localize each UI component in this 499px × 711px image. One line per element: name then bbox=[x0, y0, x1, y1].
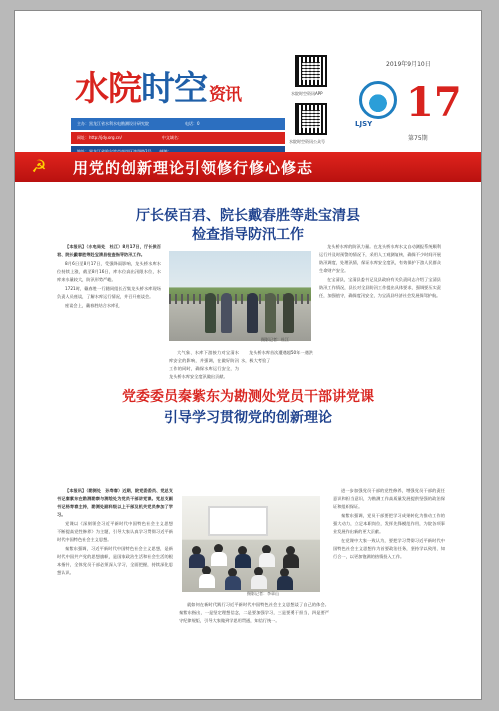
article1-paragraph: 龙头桥水库的防汛力量。在龙头桥水库水文自动测报系统顺利运行并及时预警的情况下，采用人工观测复核，确保不少时间开展防汛调度，处理汛情，保证水库安全度汛，有效保护下游人民群众生命财产安全。 bbox=[319, 244, 441, 273]
article1-paragraph: 【本报讯】（水电局处 杜江）8月17日，厅长侯百君、院长戴春胜等赴宝清县检查指导防汛工作。 bbox=[57, 244, 161, 257]
info-bar-website: 网址：http://jdy.org.cn/ 中文域名： bbox=[71, 132, 285, 144]
issue-date: 2019年9月10日 bbox=[386, 61, 431, 68]
article2-paragraph: 在党课中大家一致认为，要把学习贯彻习近平新时代中国特色社会主义思想作为首要政治任务，坚持学以致用、知行合一，以更加饱满的热情投入工作。 bbox=[333, 538, 445, 559]
article2-paragraph: 进一步加强党员干部的党性修养，增强党员干部的责任意识和担当意识，为勘测工作高质量发展提供坚强的政治保证和组织保证。 bbox=[333, 488, 445, 509]
article2-paragraph: 【本报讯】（勘测处 孙寿春）近期，院党委委员、党总支书记秦紫东在勘测勘察与测绘处为党员干部讲党课。党总支副书记杨寿春主持，勘测处副科级以上干部及机关党员参加了学习。 bbox=[57, 488, 173, 517]
article1-right-column bbox=[319, 243, 441, 373]
article1-left-column bbox=[57, 243, 161, 349]
newspaper-page bbox=[14, 10, 482, 700]
info-bar-host: 主办：黑龙江省水利水电勘测设计研究院 电话：0 bbox=[71, 118, 285, 130]
article1-paragraph: 在宝清县，宝清县委书记及县政府有关负责同志介绍了宝清县防汛工作情况，县长对全县防汛工作提出具体要求，强调要压实责任，加强值守，确保度汛安全，为宝清县经济社会发展保驾护航。 bbox=[319, 277, 441, 298]
article1-paragraph: 8月6日至8月17日，受强降雨影响，龙头桥水库水位持续上涨，截至8月16日，库水位高出汛限水位，水库来水量较大，防汛形势严峻。 bbox=[57, 261, 161, 282]
article2-mid-column bbox=[179, 601, 329, 693]
article1-paragraph: 座谈会上，戴春胜结合水库孔 bbox=[65, 303, 120, 308]
article2-photo bbox=[182, 496, 320, 592]
article2-title-line2: 引导学习贯彻党的创新理论 bbox=[164, 410, 332, 426]
qr-wechat-caption: 水院时空资讯公众号 bbox=[289, 139, 325, 144]
title-part-1: 水院 bbox=[75, 69, 141, 109]
banner-slogan: 用党的创新理论引领修行修心修志 bbox=[73, 159, 314, 177]
article2-left-column bbox=[57, 487, 178, 693]
org-abbr: LJSY bbox=[355, 120, 373, 128]
article1-title-line2: 检查指导防汛工作 bbox=[192, 227, 304, 243]
article1-photo bbox=[169, 251, 311, 341]
article2-paragraph: 秦紫东强调，习近平新时代中国特色社会主义思想，是新时代中国共产党的思想旗帜，是国家政治生活和社会生活的根本指针，全体党员干部必须深入学习，全面把握，持续深化思想认识。 bbox=[57, 546, 173, 575]
article1-paragraph: 1721时，戴春胜一行随同组长召集龙头桥水库现场负责人员座谈，了解水库运行情况，并召开座谈会。 bbox=[57, 286, 161, 299]
article1-photo-caption: 摄影记者：杜江 bbox=[261, 337, 289, 342]
article1-paragraph: 龙头桥水库首次遭遇超50年一遇洪水，极大考验了 bbox=[241, 350, 313, 363]
title-part-3: 资讯 bbox=[209, 85, 241, 105]
article2-paragraph: 就如何在新时代践行习近平新时代中国特色社会主义思想谈了自己的体会。秦紫东指出，一是坚定理想信念，二是要加强学习，三是要勇于担当，四是要严守纪律规矩，引导大家做到学思用贯通，知信行统一。 bbox=[179, 602, 329, 623]
issue-number: 17 bbox=[406, 79, 462, 126]
article1-bottom-left bbox=[169, 349, 239, 379]
article2-photo-caption: 摄影记者：李章山 bbox=[247, 591, 279, 596]
party-emblem-icon: ☭ bbox=[31, 157, 47, 177]
slogan-banner bbox=[15, 152, 481, 182]
article2-paragraph: 秦紫东强调，党员干部要把学习成果转化为推动工作的强大动力，立足本职岗位，发挥先锋模范作用，为院各项事业发展作出新的更大贡献。 bbox=[333, 513, 445, 534]
ljsy-logo-icon bbox=[359, 81, 397, 119]
qr-code-app bbox=[295, 55, 327, 87]
issue-total: 第75期 bbox=[408, 135, 428, 142]
title-part-2: 时空 bbox=[141, 69, 207, 109]
article2-paragraph: 党课以《深刻领会习近平新时代中国特色社会主义思想 不断提高党性修养》为主题，引导大家认真学习贯彻习近平新时代中国特色社会主义思想。 bbox=[57, 521, 178, 542]
article1-title-line1: 厅长侯百君、院长戴春胜等赴宝清县 bbox=[136, 208, 360, 224]
article2-right-column bbox=[333, 487, 445, 693]
qr-app-caption: 水院时空资讯APP bbox=[291, 91, 323, 96]
qr-code-wechat bbox=[295, 103, 327, 135]
article2-title-line1: 党委委员秦紫东为勘测处党员干部讲党课 bbox=[122, 389, 374, 405]
article1-bottom-mid bbox=[241, 349, 313, 375]
newspaper-title bbox=[75, 61, 241, 110]
article1-paragraph: 大气象、水库下游接力对宝清水库安全的影响，并强调，在做好防汛工作的同时，确保水库运行安全，为龙头桥水库安全度汛做出贡献。 bbox=[169, 350, 239, 379]
